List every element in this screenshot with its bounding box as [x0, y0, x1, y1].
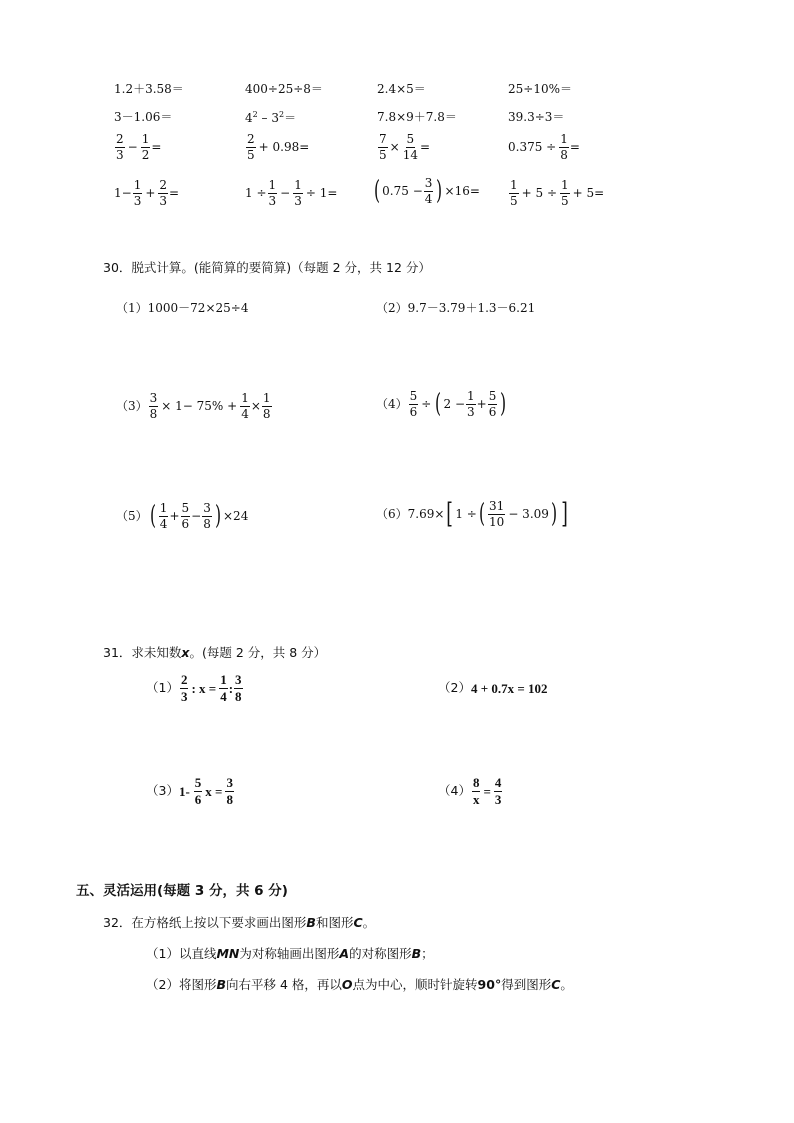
section5-title: 五、灵活运用 [76, 883, 157, 899]
q30-title: 30．脱式计算。(能简算的要简算)（每题 2 分，共 12 分） [103, 260, 431, 275]
q32-step1: （1）以直线MN为对称轴画出图形A的对称图形B； [146, 946, 434, 961]
oral-r4c4: $\frac{1}{5}$ + 5 ÷ $\frac{1}{5}$ + 5= [510, 178, 605, 208]
oral-r2c2: $4^2 - 3^2=$ [245, 110, 297, 125]
q30-p1: （1）1000－72×25÷4 [116, 301, 249, 315]
oral-r1c3: 2.4×5＝ [377, 82, 426, 96]
q30-p4: （4） $\frac{5}{6}$ ÷ ( 2 − $\frac{1}{3}$ + $\frac{5}{6}$ ) [376, 389, 507, 420]
q31-p2: （2） 4 + 0.7x = 102 [438, 680, 548, 696]
oral-r2c1: 3－1.06＝ [114, 110, 173, 124]
oral-r4c3: ( 0.75 − $\frac{3}{4}$ ) ×16= [374, 176, 480, 207]
q31-p3: （3） 1- $\frac{5}{6}$ x = $\frac{3}{8}$ [146, 775, 233, 807]
q30-p6: （6） 7.69× [ 1 ÷ ( $\frac{31}{10}$ − 3.09 ) ] [376, 497, 568, 531]
oral-r4c1: 1− $\frac{1}{3}$ + $\frac{2}{3}$ = [114, 178, 180, 208]
oral-r3c1: $\frac{2}{3}$ − $\frac{1}{2}$ = [116, 132, 162, 162]
q32-title: 32．在方格纸上按以下要求画出图形B和图形C。 [103, 915, 376, 930]
oral-r1c1: 1.2＋3.58＝ [114, 82, 184, 96]
oral-r3c4: 0.375 ÷ $\frac{1}{8}$ = [508, 132, 580, 162]
oral-r4c2: 1 ÷ $\frac{1}{3}$ − $\frac{1}{3}$ ÷ 1= [245, 178, 338, 208]
q30-p2: （2）9.7－3.79＋1.3－6.21 [376, 301, 536, 315]
q31-p1: （1） $\frac{2}{3}$ : x = $\frac{1}{4}$ : $\frac{3}{8}$ [146, 672, 242, 704]
oral-r3c2: $\frac{2}{5}$ + 0.98= [247, 132, 310, 162]
q31-title: 31．求未知数x。(每题 2 分，共 8 分） [103, 645, 327, 660]
oral-r2c3: 7.8×9＋7.8＝ [377, 110, 457, 124]
q30-p5: （5） ( $\frac{1}{4}$ + $\frac{5}{6}$ − $\frac{3}{8}$ ) ×24 [116, 501, 249, 532]
section5-heading [76, 885, 288, 899]
oral-r2c4: 39.3÷3＝ [508, 110, 565, 124]
q32-step2: （2）将图形B向右平移 4 格，再以O点为中心，顺时针旋转90°得到图形C。 [146, 977, 573, 992]
q30-p3: （3） $\frac{3}{8}$ × 1− 75% + $\frac{1}{4}$ × $\frac{1}{8}$ [116, 391, 271, 421]
section5-score: (每题 3 分，共 6 分) [157, 883, 288, 899]
oral-r3c3: $\frac{7}{5}$ × $\frac{5}{14}$ = [379, 132, 431, 162]
q31-p4: （4） $\frac{8}{x}$ = $\frac{4}{3}$ [438, 775, 502, 807]
oral-r1c2: 400÷25÷8＝ [245, 82, 323, 96]
oral-r1c4: 25÷10%＝ [508, 82, 572, 96]
